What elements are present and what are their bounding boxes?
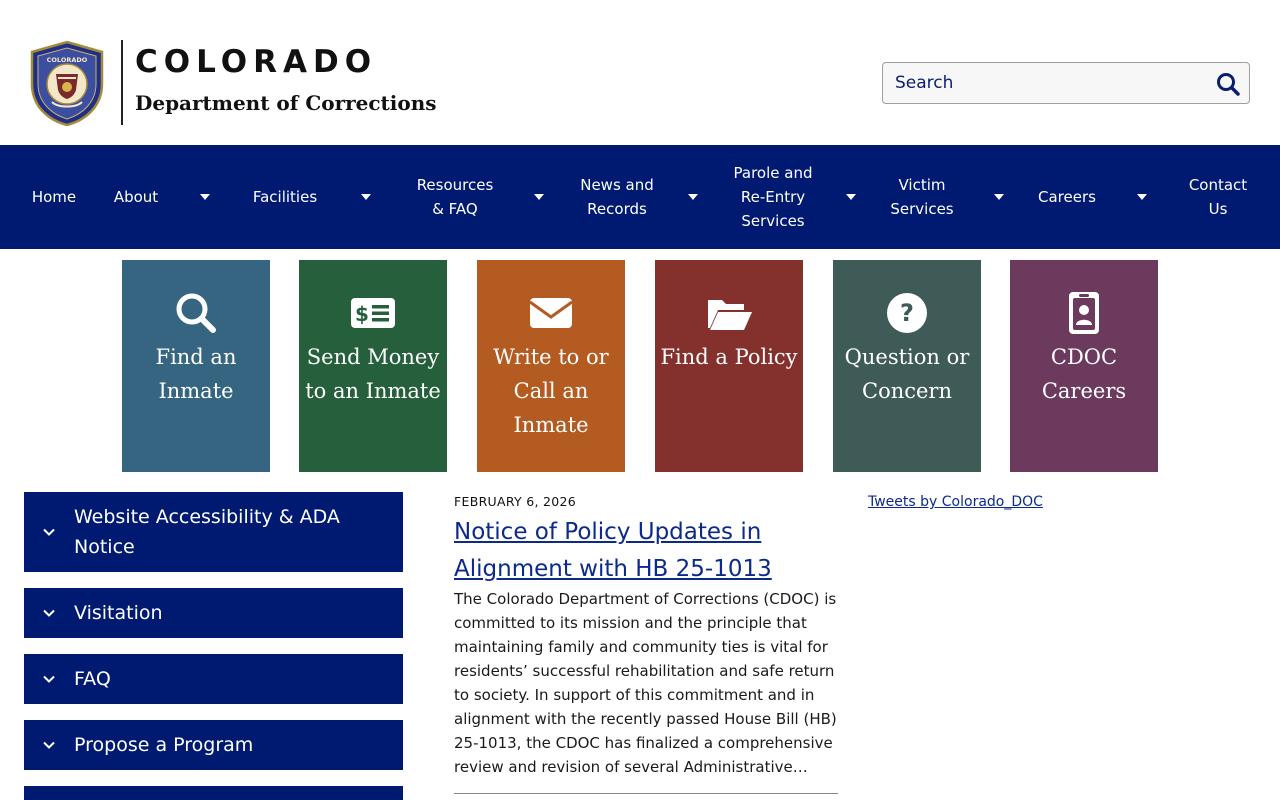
- news-title-link[interactable]: Notice of Policy Updates in Alignment with HB 25-1013: [454, 519, 772, 582]
- accordion-label: Website Accessibility & ADA Notice: [74, 506, 340, 558]
- tile-label: Find an Inmate: [155, 345, 237, 403]
- chevron-down-icon: [42, 525, 56, 539]
- nav-item-home[interactable]: [20, 145, 88, 249]
- nav-item-label: Parole and Re-Entry Services: [733, 164, 813, 230]
- chevron-down-icon[interactable]: [845, 191, 857, 203]
- envelope-icon: [528, 290, 574, 336]
- search-input[interactable]: [883, 63, 1203, 103]
- folder-open-icon: [706, 290, 752, 336]
- news-divider: [454, 793, 838, 794]
- nav-item-label: Careers: [1038, 188, 1096, 206]
- main-nav: [0, 145, 1280, 249]
- svg-text:?: ?: [900, 299, 914, 327]
- chevron-down-icon[interactable]: [199, 191, 211, 203]
- logo-divider: [121, 40, 123, 125]
- chevron-down-icon[interactable]: [1136, 191, 1148, 203]
- site-title[interactable]: COLORADO: [135, 44, 378, 80]
- chevron-down-icon: [42, 672, 56, 686]
- site-header: [0, 0, 1280, 145]
- id-badge-icon: [1061, 290, 1107, 336]
- tile-label: Question or Concern: [844, 345, 970, 403]
- svg-text:COLORADO: COLORADO: [46, 56, 88, 64]
- chevron-down-icon[interactable]: [360, 191, 372, 203]
- chevron-down-icon: [42, 738, 56, 752]
- nav-item-careers[interactable]: [1027, 145, 1107, 249]
- nav-item-label: Contact Us: [1188, 176, 1248, 218]
- tile-label: CDOC Careers: [1041, 345, 1127, 403]
- tweets-link[interactable]: Tweets by Colorado_DOC: [868, 494, 1043, 510]
- nav-item-resources-faq[interactable]: [405, 145, 505, 249]
- nav-item-news-records[interactable]: [572, 145, 662, 249]
- news-summary: The Colorado Department of Corrections (CDOC) is committed to its mission and the principle that maintaining family and community ties is vital for residents’ successful rehabilitation and safe return to society. In support of this commitment and in alignment with the recently passed House Bill (HB) 25-1013, the CDOC has finalized a comprehensive review and revision of several Administrative…: [454, 590, 837, 776]
- news-date: FEBRUARY 6, 2026: [454, 494, 577, 509]
- search-icon[interactable]: [1215, 71, 1241, 97]
- nav-item-about[interactable]: [104, 145, 168, 249]
- tile-find-a-policy[interactable]: [655, 260, 803, 472]
- chevron-down-icon[interactable]: [533, 191, 545, 203]
- tile-write-call-inmate[interactable]: [477, 260, 625, 472]
- tile-label: Find a Policy: [660, 345, 798, 369]
- accordion-faq[interactable]: [24, 654, 403, 704]
- nav-item-facilities[interactable]: [240, 145, 330, 249]
- accordion-label: FAQ: [74, 668, 111, 690]
- site-subtitle[interactable]: Department of Corrections: [135, 91, 437, 115]
- svg-text:$: $: [355, 302, 369, 326]
- chevron-down-icon[interactable]: [993, 191, 1005, 203]
- accordion-next-partial[interactable]: [24, 786, 403, 800]
- nav-item-contact-us[interactable]: [1178, 145, 1258, 249]
- tile-label: Send Money to an Inmate: [305, 345, 441, 403]
- tile-cdoc-careers[interactable]: [1010, 260, 1158, 472]
- nav-item-label: Facilities: [252, 188, 318, 206]
- nav-item-label: Resources & FAQ: [416, 176, 494, 218]
- nav-item-parole-reentry[interactable]: [718, 145, 828, 249]
- search-icon: [173, 290, 219, 336]
- nav-item-label: Home: [31, 188, 77, 206]
- nav-item-victim-services[interactable]: [877, 145, 967, 249]
- accordion-website-accessibility[interactable]: [24, 492, 403, 572]
- colorado-doc-seal-logo[interactable]: [28, 40, 106, 126]
- tile-find-an-inmate[interactable]: [122, 260, 270, 472]
- chevron-down-icon[interactable]: [687, 191, 699, 203]
- nav-item-label: Victim Services: [890, 176, 954, 218]
- accordion-label: Propose a Program: [74, 734, 254, 756]
- chevron-down-icon: [42, 606, 56, 620]
- search-box: [882, 62, 1250, 104]
- money-icon: [350, 290, 396, 336]
- tile-send-money[interactable]: [299, 260, 447, 472]
- accordion-label: Visitation: [74, 602, 163, 624]
- nav-item-label: About: [113, 188, 159, 206]
- accordion-propose-program[interactable]: [24, 720, 403, 770]
- tile-label: Write to or Call an Inmate: [493, 345, 609, 437]
- nav-item-label: News and Records: [580, 176, 654, 218]
- question-icon: [884, 290, 930, 336]
- tile-question-concern[interactable]: [833, 260, 981, 472]
- accordion-visitation[interactable]: [24, 588, 403, 638]
